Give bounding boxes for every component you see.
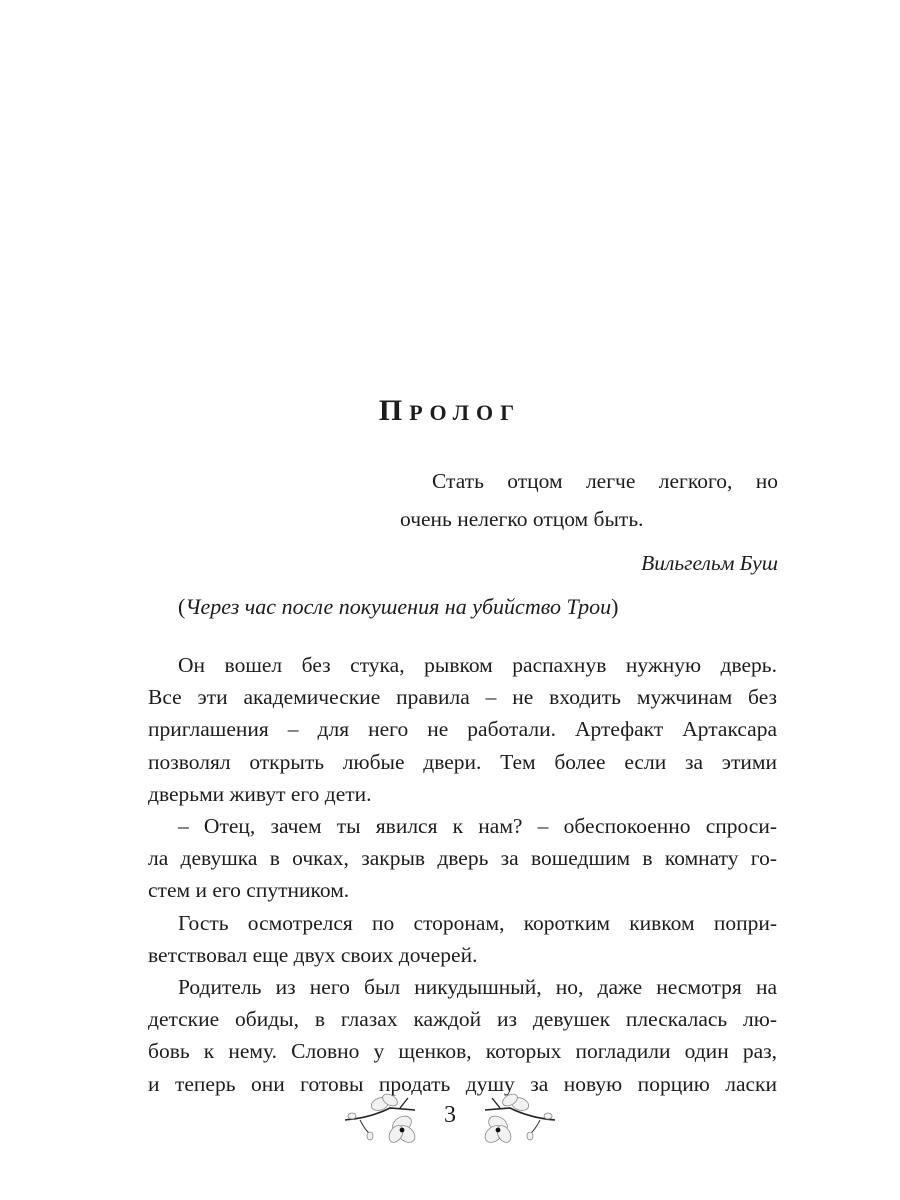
epigraph (400, 462, 778, 582)
text-line: бовь к нему. Словно у щенков, которых погладили один раз, (148, 1039, 777, 1064)
page-footer (330, 1090, 570, 1150)
context-note-text: Через час после покушения на убийство Трои (185, 594, 612, 619)
text-line: дверьми живут его дети. (148, 781, 372, 806)
chapter-title (0, 394, 900, 428)
page-number: 3 (444, 1102, 456, 1128)
text-line: приглашения – для него не работали. Артефакт Артаксара (148, 717, 777, 742)
open-paren: ( (178, 594, 186, 619)
context-note (178, 594, 618, 620)
epigraph-line-1: Стать отцом легче легкого, но (432, 469, 778, 493)
text-line: Все эти академические правила – не входить мужчинам без (148, 685, 777, 710)
text-line: позволял открыть любые двери. Тем более если за этими (148, 749, 777, 774)
text-line: стем и его спутником. (148, 878, 350, 903)
chapter-title-initial: П (378, 394, 410, 427)
text-line: ветствовал еще двух своих дочерей. (148, 942, 478, 967)
body-text (148, 649, 777, 1100)
text-line: Он вошел без стука, рывком распахнув нужную дверь. (178, 653, 777, 677)
text-line: – Отец, зачем ты явился к нам? – обеспокоенно спроси- (178, 814, 777, 839)
epigraph-author: Вильгельм Буш (641, 551, 778, 575)
text-line: ла девушка в очках, закрыв дверь за вошедшим в комнату го- (148, 846, 777, 871)
chapter-title-rest: РОЛОГ (409, 400, 522, 425)
magnolia-branch-icon (470, 1090, 560, 1150)
close-paren: ) (611, 594, 619, 619)
text-line: Родитель из него был никудышный, но, даже несмотря на (178, 975, 777, 1000)
epigraph-line-2: очень нелегко отцом быть. (400, 507, 644, 531)
text-line: Гость осмотрелся по сторонам, коротким кивком попри- (178, 910, 777, 935)
text-line: и теперь они готовы продать душу за новую порцию ласки (148, 1071, 777, 1096)
text-line: детские обиды, в глазах каждой из девушек плескалась лю- (148, 1007, 777, 1032)
